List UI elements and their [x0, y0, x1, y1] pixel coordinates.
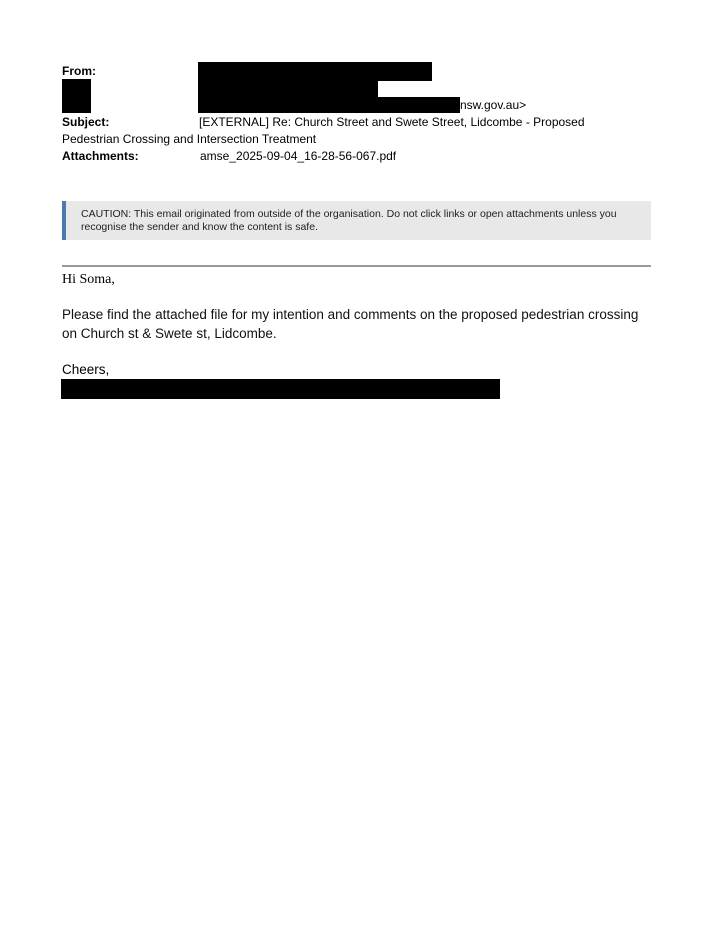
redacted-sender-name-line2 [198, 80, 378, 97]
redacted-signature [61, 379, 500, 399]
attachments-label: Attachments: [62, 149, 139, 163]
caution-text: CAUTION: This email originated from outside of the organisation. Do not click links or open attachments unless you recognise the sender and know the content is safe. [81, 208, 617, 233]
subject-line-2: Pedestrian Crossing and Intersection Treatment [62, 132, 317, 146]
header-divider [62, 265, 651, 267]
greeting: Hi Soma, [62, 272, 115, 287]
message-paragraph: Please find the attached file for my intention and comments on the proposed pedestrian crossing on Church st & Swete st, Lidcombe. [62, 307, 639, 341]
redacted-sender-name [198, 62, 432, 81]
external-caution-banner [62, 201, 651, 240]
redacted-sender-email [198, 97, 460, 113]
from-email-domain: nsw.gov.au> [460, 98, 527, 112]
attachment-filename[interactable]: amse_2025-09-04_16-28-56-067.pdf [200, 149, 397, 163]
redacted-from-label-block [62, 79, 91, 113]
subject-label: Subject: [62, 115, 110, 129]
signoff: Cheers, [62, 362, 110, 377]
from-label: From: [62, 64, 96, 78]
subject-line-1: [EXTERNAL] Re: Church Street and Swete Street, Lidcombe - Proposed [199, 115, 585, 129]
